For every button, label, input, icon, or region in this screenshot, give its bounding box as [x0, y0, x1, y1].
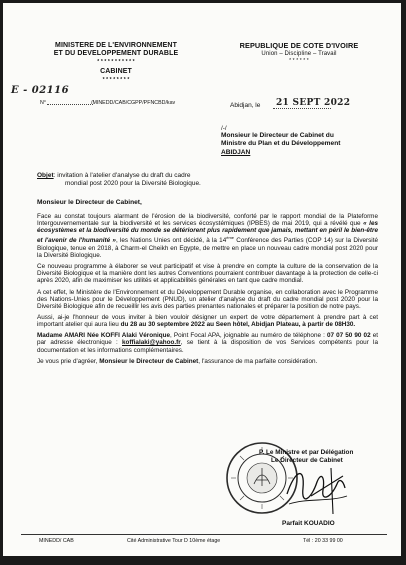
footer-right: Tél : 20 33 99 00: [303, 538, 343, 544]
reference-prefix: N°: [40, 100, 46, 106]
paragraph-1-sup: ème: [226, 235, 235, 241]
paragraph-5-text-c: , se tient à la disposition de vos Services compétents pour la documentation et les informations complémentaires.: [37, 339, 378, 354]
signature-line2: Le Directeur de Cabinet: [271, 457, 343, 464]
ipbes-quote: « les écosystèmes et la biodiversité du monde se détériorent plus rapidement que jamais, mettant en péril le bien-être et l'avenir de l'humanité »: [37, 220, 379, 245]
footer-left: MINEDD/ CAB: [39, 538, 74, 544]
paragraph-4: [37, 314, 378, 328]
letter-page: [3, 3, 401, 556]
country-motto: Union – Discipline – Travail: [261, 51, 337, 57]
focal-point-email[interactable]: koffialaki@yahoo.fr: [122, 339, 181, 347]
salutation: Monsieur le Directeur de Cabinet,: [37, 199, 142, 206]
handwritten-signature: [281, 458, 351, 520]
footer-center: Cité Administrative Tour D 10ème étage: [127, 538, 221, 544]
recipient-line1: Monsieur le Directeur de Cabinet du: [221, 132, 334, 139]
ministry-header: [41, 42, 191, 84]
object-block: [37, 172, 201, 188]
paragraph-6-text-a: Je vous prie d'agréer,: [37, 357, 100, 365]
date-underline: [273, 108, 331, 109]
signatory-name: Parfait KOUADIO: [282, 520, 335, 527]
paragraph-6-text-b: , l'assurance de ma parfaite considération.: [198, 357, 318, 365]
paragraph-1: [37, 213, 378, 259]
object-text-line1: : invitation à l'atelier d'analyse du draft du cadre: [53, 172, 191, 179]
recipient-city: ABIDJAN: [221, 149, 251, 157]
paragraph-5-text-a: , Point Focal APA, joignable au numéro de téléphone :: [170, 332, 327, 340]
recipient-block: [221, 132, 340, 158]
paragraph-2: Ce nouveau programme à élaborer se veut participatif et vise à prendre en compte la culture de la conservation de la Diversité Biologique et la manière dont les autres Conventions pourraient contribuer davantage à la protection de celle-ci après 2020, afin de maximiser les utilités et applicabilités générales en tant que cadre mondial.: [37, 263, 378, 285]
signature-line1: P. Le Ministre et par Délégation: [259, 449, 354, 456]
letter-body: [37, 213, 378, 365]
focal-point-phone: 07 07 50 90 02: [326, 332, 371, 340]
ministry-line1: MINISTERE DE L'ENVIRONNEMENT: [55, 42, 177, 49]
date-handwritten: 21 SEPT 2022: [276, 98, 351, 108]
ministry-stars: * * * * * * * * * * *: [97, 59, 135, 65]
paragraph-5: [37, 332, 378, 353]
republic-stars: * * * * * *: [289, 58, 309, 64]
cabinet-stars: * * * * * * * *: [102, 77, 130, 83]
registration-number: E - 02116: [11, 85, 70, 96]
paragraph-5-text-b: et par adresse électronique :: [37, 332, 378, 347]
paragraph-1-text-a: Face au constat toujours alarmant de l'érosion de la biodiversité, conforté par le rapport mondial de la Plateforme Intergouvernementale sur la biodiversité et les services écosystémiques (IPBES) de mai 2019, qui a révélé que: [37, 213, 378, 228]
paragraph-6: [37, 358, 378, 365]
ministry-line2: ET DU DEVELOPPEMENT DURABLE: [53, 50, 179, 57]
reference-blank: [47, 104, 93, 105]
workshop-dates: du 28 au 30 septembre 2022 au Seen hôtel, Abidjan Plateau, à partir de 08H30.: [120, 321, 356, 329]
paragraph-4-text: Aussi, ai-je l'honneur de vous inviter à bien vouloir désigner un expert de votre département à prendre part à cet important atelier qui aura lieu: [37, 313, 378, 329]
paragraph-3: A cet effet, le Ministère de l'Environnement et du Développement Durable organise, en collaboration avec le Programme des Nations-Unies pour le Développement (PNUD), un atelier d'analyse du draft du cadre mondial post 2020 pour la Diversité Biologique afin de recueillir les avis des parties prenantes nationales et préparer la position de notre pays.: [37, 288, 378, 310]
reference-suffix: /MINEDD/CAB/CGPP/PFNCBD/kav: [91, 100, 176, 106]
cabinet-label: CABINET: [100, 68, 132, 75]
recipient-line2: Ministre du Plan et du Développement: [221, 140, 341, 148]
paragraph-1-text-c: Conférence des Parties (COP 14) sur la Diversité Biologique, tenue en 2018, à Charm-el Cheikh en Egypte, de mettre en place un nouveau cadre mondial post 2020 pour la Diversité Biologique.: [37, 237, 378, 259]
country-name: REPUBLIQUE DE COTE D'IVOIRE: [239, 41, 359, 50]
recipient-prefix: /-/: [221, 125, 227, 132]
republic-header: [219, 42, 379, 65]
paragraph-6-addressee: Monsieur le Directeur de Cabinet: [99, 357, 199, 365]
footer-rule: [21, 534, 387, 535]
object-label: Objet: [37, 172, 54, 179]
city-date-label: Abidjan, le: [230, 102, 261, 109]
paragraph-1-text-b: , les Nations Unies ont décidé, à la 14: [115, 237, 227, 245]
focal-point-name: Madame AMARI Née KOFFI Alaki Véronique: [37, 332, 171, 340]
object-text-line2: mondial post 2020 pour la Diversité Biologique.: [65, 180, 201, 187]
